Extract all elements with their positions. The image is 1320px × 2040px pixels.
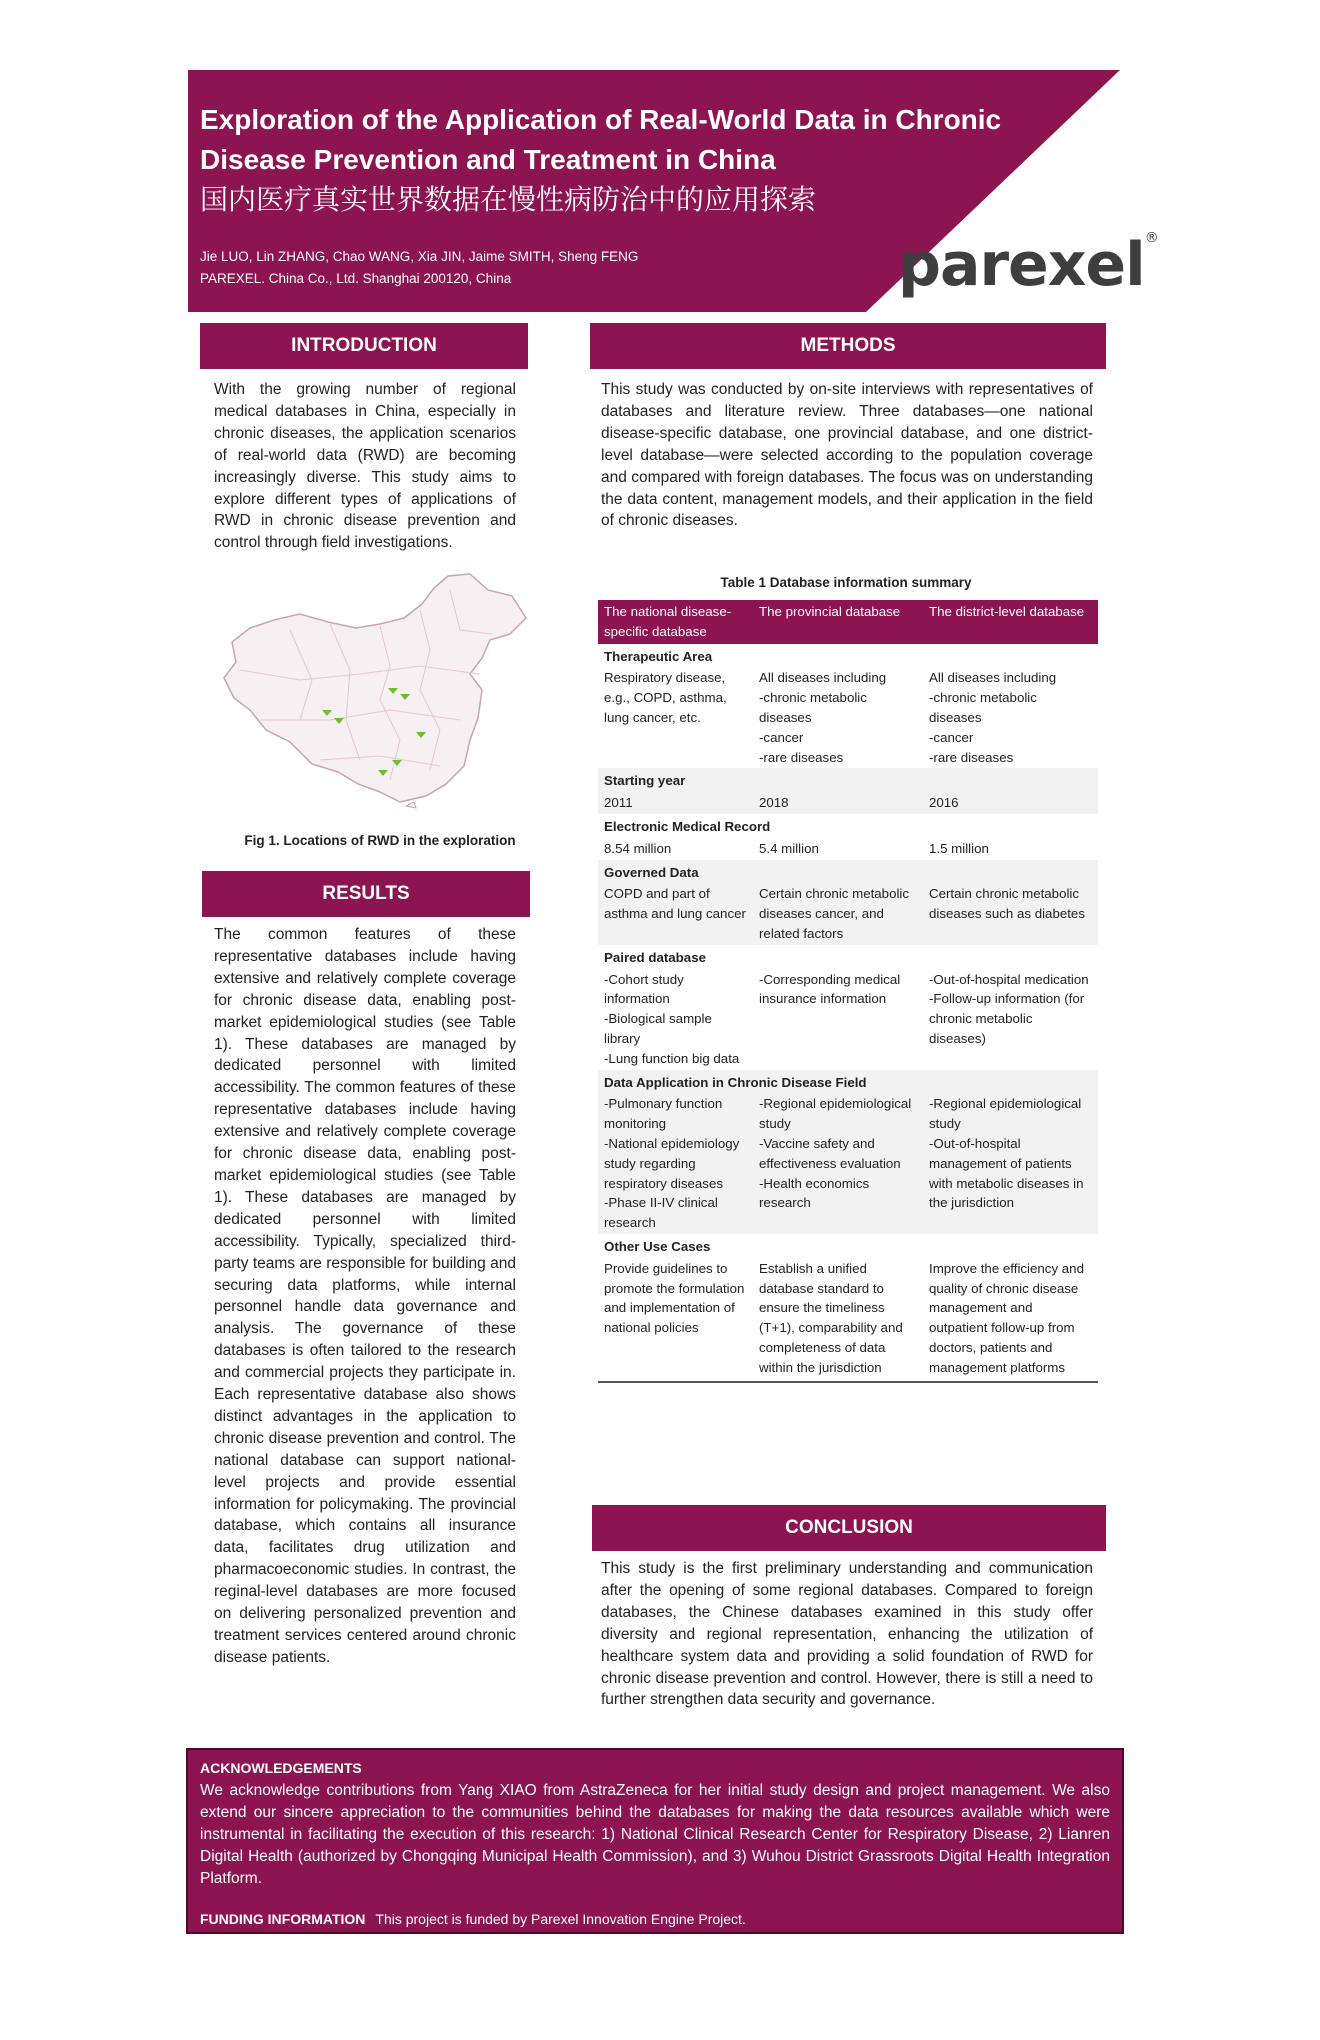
header-provincial: The provincial database: [753, 600, 923, 644]
title-chinese: 国内医疗真实世界数据在慢性病防治中的应用探索: [200, 183, 817, 216]
table-header-row: [598, 600, 1098, 644]
table-cell: Improve the efficiency and quality of chronic disease management and outpatient follow-up from doctors, patients and management platforms: [923, 1258, 1098, 1383]
results-heading: RESULTS: [202, 871, 530, 917]
acknowledgements-heading: ACKNOWLEDGEMENTS: [200, 1760, 362, 1776]
table-cell: -Corresponding medical insurance information: [759, 971, 901, 1007]
acknowledgements-text: We acknowledge contributions from Yang XIAO from AstraZeneca for her initial study design and project management. We also extend our sincere appreciation to the communities behind the databases for making the data resources available which were instrumental in facilitating the execution of this research: 1) National Clinical Research Center for Respiratory Disease, 2) Lianren Digital Health (authorized by Chongqing Municipal Health Commission), and 3) Wuhou District Grassroots Digital Health Integration Platform.: [200, 1781, 1110, 1887]
table-cell: Respiratory disease, e.g., COPD, asthma, lung cancer, etc.: [604, 670, 727, 725]
table-section-title: Starting year: [598, 768, 1098, 792]
figure-caption: Fig 1. Locations of RWD in the exploration: [244, 833, 516, 848]
database-summary-table: [598, 600, 1098, 1383]
introduction-heading: INTRODUCTION: [200, 323, 528, 369]
table-cell: All diseases including -chronic metabolic diseases -cancer -rare diseases: [759, 670, 887, 765]
table-cell: Establish a unified database standard to ensure the timeliness (T+1), comparability and completeness of data within the jurisdiction: [753, 1258, 923, 1383]
table-cell: Provide guidelines to promote the formulation and implementation of national policies: [598, 1258, 753, 1383]
introduction-text: With the growing number of regional medical databases in China, especially in chronic diseases, the application scenarios of real-world data (RWD) are becoming increasingly diverse. This study aims to explore different types of applications of RWD in chronic disease prevention and control through field investigations.: [214, 381, 516, 552]
poster-title: [200, 100, 1080, 220]
header-national: The national disease-specific database: [598, 600, 753, 644]
methods-text: This study was conducted by on-site interviews with representatives of databases and literature review. Three databases—one national disease-specific database, one provincial database, and one district-level database—were selected according to the population coverage and compared with foreign databases. The focus was on understanding the data content, management models, and their application in the field of chronic diseases.: [601, 381, 1093, 530]
table-cell: 8.54 million: [604, 840, 672, 856]
methods-heading: METHODS: [590, 323, 1106, 369]
funding-information: [200, 1909, 1110, 1931]
table-cell: -Out-of-hospital medication -Follow-up information (for chronic metabolic diseases): [929, 971, 1089, 1046]
table-cell: Certain chronic metabolic diseases such as diabetes: [923, 883, 1098, 944]
table-row: [598, 792, 1098, 814]
funding-label: FUNDING INFORMATION: [200, 1911, 366, 1928]
table-row: [598, 667, 1098, 768]
table-cell: 2018: [753, 792, 923, 814]
table-row: [598, 1258, 1098, 1383]
table-cell: -Regional epidemiological study -Vaccine safety and effectiveness evaluation -Health economics research: [753, 1093, 923, 1234]
table-cell: 2016: [923, 792, 1098, 814]
authors: Jie LUO, Lin ZHANG, Chao WANG, Xia JIN, Jaime SMITH, Sheng FENG: [200, 249, 639, 264]
table-cell: 5.4 million: [759, 840, 819, 856]
china-map: [220, 570, 540, 810]
table-row: [598, 969, 1098, 1070]
table-cell: Certain chronic metabolic diseases cancer, and related factors: [753, 883, 923, 944]
table-row: [598, 838, 1098, 860]
table-section-title: Governed Data: [598, 860, 1098, 884]
table-cell: 2011: [598, 792, 753, 814]
acknowledgements-box: [186, 1748, 1124, 1934]
author-block: [200, 246, 638, 290]
funding-text: This project is funded by Parexel Innovation Engine Project.: [375, 1911, 746, 1928]
table-section-title: Electronic Medical Record: [604, 818, 771, 834]
table-section-title: Data Application in Chronic Disease Field: [598, 1070, 1098, 1094]
title-line-1: Exploration of the Application of Real-World Data in Chronic: [200, 104, 1002, 135]
logo-text: parexel: [898, 230, 1145, 300]
header-district: The district-level database: [923, 600, 1098, 644]
conclusion-text: This study is the first preliminary understanding and communication after the opening of some regional databases. Compared to foreign databases, the Chinese databases examined in this study offer diversity and regional representation, enhancing the utilization of healthcare system data and providing a solid foundation of RWD for chronic disease prevention and control. However, there is still a need to further strengthen data security and governance.: [601, 1560, 1093, 1709]
table-row: [598, 883, 1098, 944]
table-caption: Table 1 Database information summary: [720, 575, 972, 590]
table-section-title: Other Use Cases: [604, 1238, 711, 1254]
table-section-title: Paired database: [604, 949, 706, 965]
table-cell: -Regional epidemiological study -Out-of-hospital management of patients with metabolic diseases in the jurisdiction: [923, 1093, 1098, 1234]
registered-mark: ®: [1144, 230, 1158, 246]
title-line-2: Disease Prevention and Treatment in China: [200, 144, 776, 175]
table-section-title: Therapeutic Area: [604, 648, 713, 664]
conclusion-heading: CONCLUSION: [592, 1505, 1106, 1551]
affiliation: PAREXEL. China Co., Ltd. Shanghai 200120, China: [200, 271, 512, 286]
results-text: The common features of these representative databases include having extensive and relatively complete coverage for chronic disease data, enabling post-market epidemiological studies (see Table 1). These databases are managed by dedicated personnel with limited accessibility. The common features of these representative databases include having extensive and relatively complete coverage for chronic disease data, enabling post-market epidemiological studies (see Table 1). These databases are managed by dedicated personnel with limited accessibility. Typically, specialized third-party teams are responsible for building and securing data platforms, while internal personnel handle data governance and analysis. The governance of these databases is often tailored to the research and commercial projects they participate in. Each representative database also shows distinct advantages in the application to chronic disease prevention and control. The national database can support national-level projects and provide essential information for policymaking. The provincial database, which contains all insurance data, facilitates drug utilization and pharmacoeconomic studies. In contrast, the reginal-level databases are more focused on delivering personalized prevention and treatment services centered around chronic disease patients.: [214, 926, 516, 1666]
parexel-logo: [898, 230, 1158, 300]
table-cell: -Cohort study information -Biological sample library -Lung function big data: [604, 971, 740, 1066]
table-row: [598, 1093, 1098, 1234]
table-cell: All diseases including -chronic metabolic diseases -cancer -rare diseases: [929, 670, 1057, 765]
table-cell: COPD and part of asthma and lung cancer: [598, 883, 753, 944]
table-cell: 1.5 million: [929, 840, 989, 856]
table-cell: -Pulmonary function monitoring -National epidemiology study regarding respiratory diseases -Phase II-IV clinical research: [598, 1093, 753, 1234]
